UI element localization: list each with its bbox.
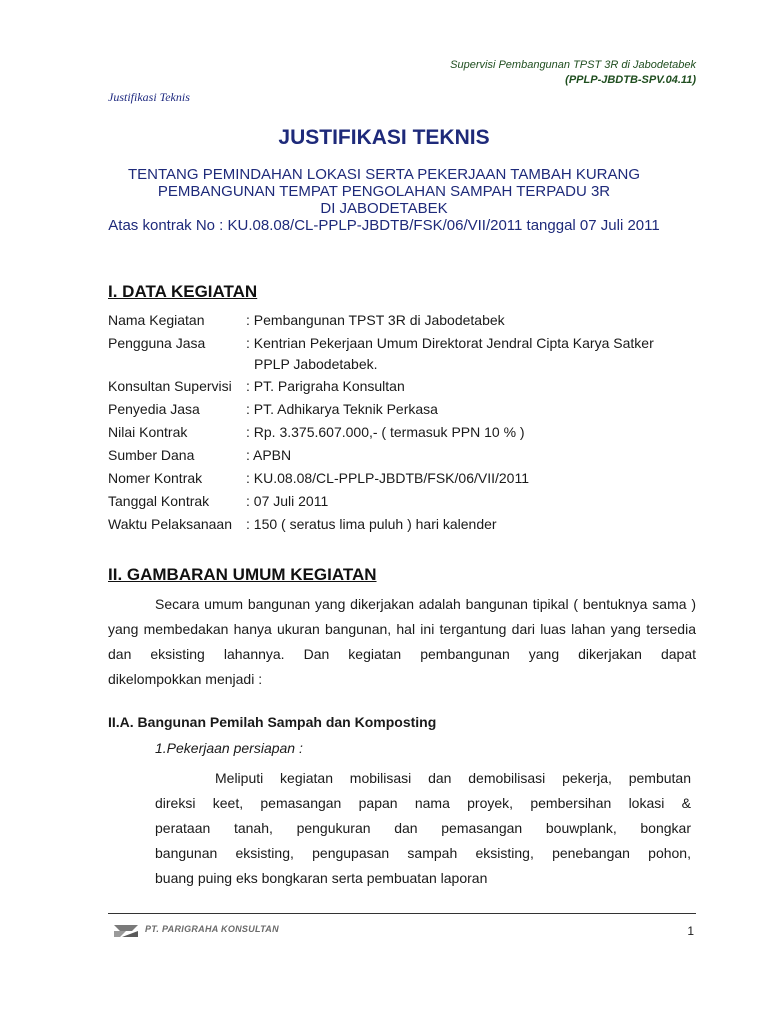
section-heading-data-kegiatan: I. DATA KEGIATAN — [108, 282, 258, 301]
overview-paragraph — [108, 592, 696, 692]
paragraph-line: buang puing eks bongkaran serta pembuatan laporan — [155, 870, 488, 886]
data-value-continued: PPLP Jabodetabek. — [254, 356, 378, 372]
subtitle-line: DI JABODETABEK — [320, 200, 448, 217]
data-value: : Pembangunan TPST 3R di Jabodetabek — [246, 312, 505, 328]
data-value: : KU.08.08/CL-PPLP-JBDTB/FSK/06/VII/2011 — [246, 470, 529, 486]
data-value: : 07 Juli 2011 — [246, 493, 329, 509]
data-label: Nama Kegiatan — [108, 312, 205, 328]
data-value: : APBN — [246, 447, 292, 463]
page-title: JUSTIFIKASI TEKNIS — [278, 126, 490, 149]
data-label: Penyedia Jasa — [108, 401, 200, 417]
paragraph-line: direksi keet, pemasangan papan nama proyek, pembersihan lokasi & — [155, 795, 691, 811]
paragraph-line: dan eksisting lahannya. Dan kegiatan pembangunan yang dikerjakan dapat — [108, 646, 696, 662]
subsection-heading: II.A. Bangunan Pemilah Sampah dan Komposting — [108, 714, 437, 730]
data-value: : PT. Adhikarya Teknik Perkasa — [246, 401, 438, 417]
paragraph-line: dikelompokkan menjadi : — [108, 671, 263, 687]
paragraph-line: Meliputi kegiatan mobilisasi dan demobilisasi pekerja, pembutan — [215, 770, 691, 786]
data-label: Nilai Kontrak — [108, 424, 188, 440]
data-value: : PT. Parigraha Konsultan — [246, 378, 405, 394]
data-label: Tanggal Kontrak — [108, 493, 210, 509]
data-value: : 150 ( seratus lima puluh ) hari kalender — [246, 516, 497, 532]
footer-divider — [108, 913, 696, 914]
subtitle-block — [0, 166, 768, 234]
section-heading-gambaran-umum: II. GAMBARAN UMUM KEGIATAN — [108, 565, 377, 584]
data-label: Sumber Dana — [108, 447, 195, 463]
preparation-paragraph — [155, 766, 691, 891]
data-label: Konsultan Supervisi — [108, 378, 232, 394]
project-code: (PPLP-JBDTB-SPV.04.11) — [565, 74, 696, 86]
item-heading: 1.Pekerjaan persiapan : — [155, 740, 303, 756]
data-label: Nomer Kontrak — [108, 470, 203, 486]
page-number: 1 — [687, 924, 694, 938]
data-value: : Rp. 3.375.607.000,- ( termasuk PPN 10 % ) — [246, 424, 525, 440]
footer-company-name: PT. PARIGRAHA KONSULTAN — [145, 924, 279, 934]
project-name: Supervisi Pembangunan TPST 3R di Jabodetabek — [450, 59, 696, 71]
company-logo-icon — [112, 921, 140, 941]
paragraph-line: perataan tanah, pengukuran dan pemasangan bouwplank, bongkar — [155, 820, 691, 836]
running-header — [450, 58, 696, 88]
subtitle-line: PEMBANGUNAN TEMPAT PENGOLAHAN SAMPAH TERPADU 3R — [157, 183, 611, 200]
data-label: Waktu Pelaksanaan — [108, 516, 232, 532]
paragraph-line: yang membedakan hanya ukuran bangunan, hal ini tergantung dari luas lahan yang tersedia — [108, 621, 696, 637]
subtitle-line: TENTANG PEMINDAHAN LOKASI SERTA PEKERJAAN TAMBAH KURANG — [127, 166, 641, 183]
contract-reference: Atas kontrak No : KU.08.08/CL-PPLP-JBDTB/FSK/06/VII/2011 tanggal 07 Juli 2011 — [108, 217, 660, 234]
paragraph-line: bangunan eksisting, pengupasan sampah eksisting, penebangan pohon, — [155, 845, 691, 861]
paragraph-line: Secara umum bangunan yang dikerjakan adalah bangunan tipikal ( bentuknya sama ) — [155, 596, 696, 612]
data-label: Pengguna Jasa — [108, 335, 206, 351]
document-label: Justifikasi Teknis — [108, 90, 190, 104]
data-value: : Kentrian Pekerjaan Umum Direktorat Jendral Cipta Karya Satker — [246, 335, 654, 351]
